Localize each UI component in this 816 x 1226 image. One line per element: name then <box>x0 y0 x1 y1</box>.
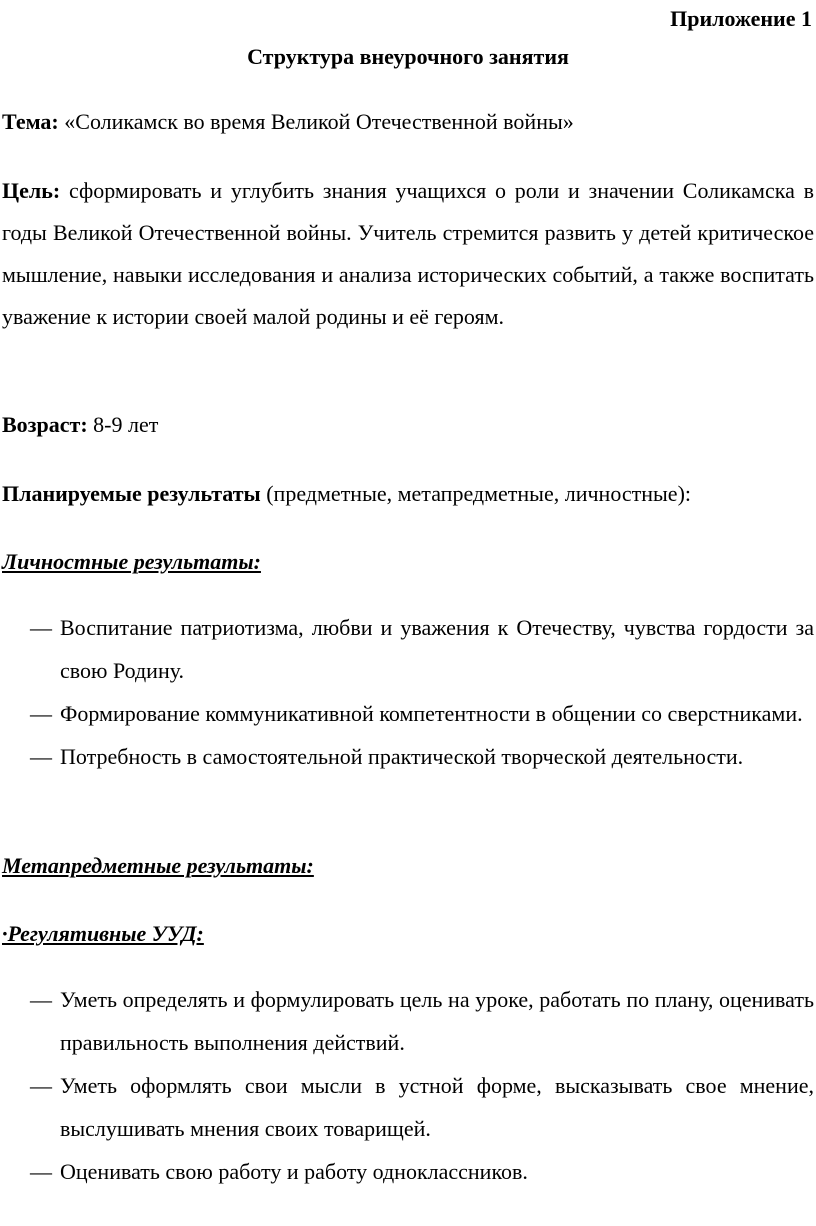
regulatory-list <box>0 978 814 1193</box>
results-paragraph <box>2 473 814 515</box>
topic-label: Тема: <box>2 109 59 134</box>
list-item <box>0 692 814 735</box>
goal-text: сформировать и углубить знания учащихся о роли и значении Соликамска в годы Великой Отечественной войны. Учитель стремится развить у детей критическое мышление, навыки исследования и анализа исторических событий, а также воспитать уважение к истории своей малой родины и её героям. <box>2 178 814 329</box>
list-item-text: Уметь определять и формулировать цель на уроке, работать по плану, оценивать правильность выполнения действий. <box>60 987 814 1055</box>
topic-text: «Соликамск во время Великой Отечественной войны» <box>64 109 574 134</box>
document-title: Структура внеурочного занятия <box>247 44 569 69</box>
personal-results-heading: Личностные результаты: <box>2 549 261 574</box>
topic-paragraph <box>2 101 814 143</box>
regulatory-heading: ·Регулятивные УУД: <box>2 921 204 946</box>
metasubject-results-heading: Метапредметные результаты: <box>2 853 314 878</box>
dash-marker: — <box>30 1159 52 1184</box>
appendix-label: Приложение 1 <box>670 6 812 31</box>
list-item-text: Оценивать свою работу и работу одноклассников. <box>60 1159 528 1184</box>
list-item <box>0 1064 814 1150</box>
personal-results-list <box>0 606 814 778</box>
dash-marker: — <box>30 615 52 640</box>
list-item <box>0 606 814 692</box>
results-text: (предметные, метапредметные, личностные): <box>266 481 692 506</box>
dash-marker: — <box>30 744 52 769</box>
list-item-text: Потребность в самостоятельной практической творческой деятельности. <box>60 744 744 769</box>
list-item <box>0 1150 814 1193</box>
list-item-text: Формирование коммуникативной компетентности в общении со сверстниками. <box>60 701 803 726</box>
list-item <box>0 978 814 1064</box>
dash-marker: — <box>30 701 52 726</box>
dash-marker: — <box>30 987 52 1012</box>
age-paragraph <box>2 404 814 446</box>
results-label: Планируемые результаты <box>2 481 261 506</box>
list-item-text: Уметь оформлять свои мысли в устной форме, высказывать свое мнение, выслушивать мнения своих товарищей. <box>60 1073 814 1141</box>
age-label: Возраст: <box>2 412 88 437</box>
goal-paragraph <box>2 170 814 338</box>
list-item-text: Воспитание патриотизма, любви и уважения к Отечеству, чувства гордости за свою Родину. <box>60 615 814 683</box>
dash-marker: — <box>30 1073 52 1098</box>
list-item <box>0 735 814 778</box>
goal-label: Цель: <box>2 178 61 203</box>
age-text: 8-9 лет <box>93 412 159 437</box>
